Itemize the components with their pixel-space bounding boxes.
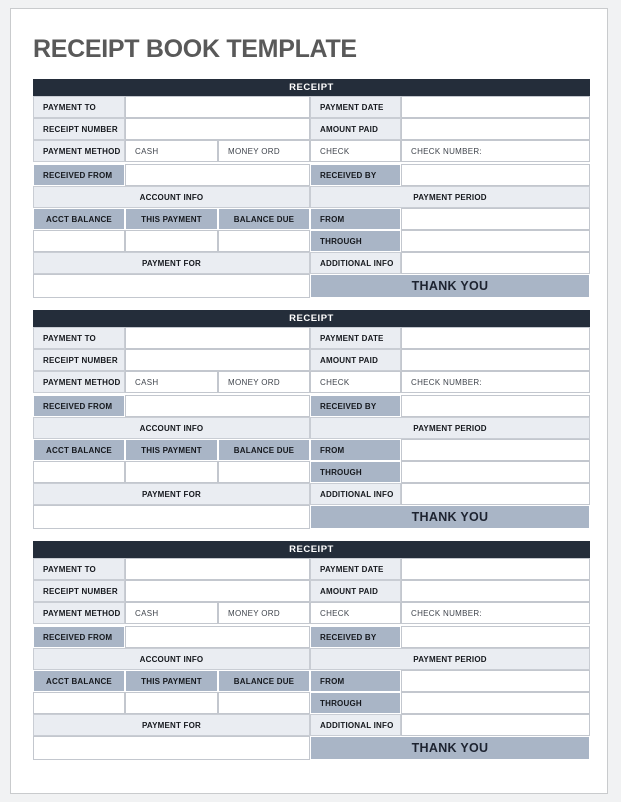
payment-for-header: PAYMENT FOR xyxy=(33,483,310,505)
payment-to-field[interactable] xyxy=(125,327,310,349)
page-title: RECEIPT BOOK TEMPLATE xyxy=(33,35,357,63)
amount-paid-field[interactable] xyxy=(401,118,590,140)
amount-paid-field[interactable] xyxy=(401,349,590,371)
through-field[interactable] xyxy=(401,230,590,252)
money-ord-option[interactable]: MONEY ORD xyxy=(218,371,310,393)
received-by-label: RECEIVED BY xyxy=(310,395,401,417)
acct-balance-field[interactable] xyxy=(33,692,125,714)
payment-method-label: PAYMENT METHOD xyxy=(33,371,125,393)
this-payment-label: THIS PAYMENT xyxy=(125,439,218,461)
received-from-label: RECEIVED FROM xyxy=(33,626,125,648)
payment-date-label: PAYMENT DATE xyxy=(310,558,401,580)
thank-you-cell: THANK YOU xyxy=(310,505,590,529)
this-payment-label: THIS PAYMENT xyxy=(125,208,218,230)
additional-info-field[interactable] xyxy=(401,714,590,736)
account-info-header: ACCOUNT INFO xyxy=(33,417,310,439)
from-label: FROM xyxy=(310,670,401,692)
cash-option[interactable]: CASH xyxy=(125,140,218,162)
through-label: THROUGH xyxy=(310,230,401,252)
check-option[interactable]: CHECK xyxy=(310,602,401,624)
payment-to-label: PAYMENT TO xyxy=(33,96,125,118)
payment-for-field[interactable] xyxy=(33,274,310,298)
document-page xyxy=(10,8,608,794)
additional-info-field[interactable] xyxy=(401,252,590,274)
received-from-field[interactable] xyxy=(125,395,310,417)
balance-due-label: BALANCE DUE xyxy=(218,670,310,692)
receipt-2 xyxy=(33,310,590,529)
payment-for-field[interactable] xyxy=(33,736,310,760)
this-payment-field[interactable] xyxy=(125,461,218,483)
payment-to-label: PAYMENT TO xyxy=(33,327,125,349)
payment-for-header: PAYMENT FOR xyxy=(33,714,310,736)
payment-period-header: PAYMENT PERIOD xyxy=(310,648,590,670)
thank-you-cell: THANK YOU xyxy=(310,274,590,298)
payment-date-field[interactable] xyxy=(401,327,590,349)
received-by-field[interactable] xyxy=(401,395,590,417)
acct-balance-label: ACCT BALANCE xyxy=(33,439,125,461)
balance-due-field[interactable] xyxy=(218,461,310,483)
from-label: FROM xyxy=(310,208,401,230)
received-by-field[interactable] xyxy=(401,164,590,186)
account-info-header: ACCOUNT INFO xyxy=(33,186,310,208)
thank-you-cell: THANK YOU xyxy=(310,736,590,760)
received-by-field[interactable] xyxy=(401,626,590,648)
this-payment-field[interactable] xyxy=(125,692,218,714)
receipt-number-field[interactable] xyxy=(125,349,310,371)
receipt-header: RECEIPT xyxy=(33,310,590,327)
receipt-number-field[interactable] xyxy=(125,118,310,140)
money-ord-option[interactable]: MONEY ORD xyxy=(218,140,310,162)
additional-info-field[interactable] xyxy=(401,483,590,505)
payment-to-label: PAYMENT TO xyxy=(33,558,125,580)
payment-method-label: PAYMENT METHOD xyxy=(33,140,125,162)
payment-date-label: PAYMENT DATE xyxy=(310,327,401,349)
amount-paid-label: AMOUNT PAID xyxy=(310,580,401,602)
receipt-number-field[interactable] xyxy=(125,580,310,602)
money-ord-option[interactable]: MONEY ORD xyxy=(218,602,310,624)
received-from-field[interactable] xyxy=(125,164,310,186)
payment-period-header: PAYMENT PERIOD xyxy=(310,186,590,208)
check-option[interactable]: CHECK xyxy=(310,371,401,393)
from-label: FROM xyxy=(310,439,401,461)
through-field[interactable] xyxy=(401,692,590,714)
additional-info-label: ADDITIONAL INFO xyxy=(310,252,401,274)
balance-due-field[interactable] xyxy=(218,230,310,252)
through-field[interactable] xyxy=(401,461,590,483)
this-payment-label: THIS PAYMENT xyxy=(125,670,218,692)
this-payment-field[interactable] xyxy=(125,230,218,252)
receipts xyxy=(33,79,607,760)
acct-balance-field[interactable] xyxy=(33,230,125,252)
acct-balance-label: ACCT BALANCE xyxy=(33,670,125,692)
from-field[interactable] xyxy=(401,439,590,461)
balance-due-label: BALANCE DUE xyxy=(218,208,310,230)
acct-balance-field[interactable] xyxy=(33,461,125,483)
payment-to-field[interactable] xyxy=(125,96,310,118)
check-number-field[interactable]: CHECK NUMBER: xyxy=(401,140,590,162)
amount-paid-field[interactable] xyxy=(401,580,590,602)
payment-period-header: PAYMENT PERIOD xyxy=(310,417,590,439)
payment-for-header: PAYMENT FOR xyxy=(33,252,310,274)
payment-to-field[interactable] xyxy=(125,558,310,580)
amount-paid-label: AMOUNT PAID xyxy=(310,349,401,371)
receipt-1 xyxy=(33,79,590,298)
check-number-field[interactable]: CHECK NUMBER: xyxy=(401,371,590,393)
receipt-header: RECEIPT xyxy=(33,79,590,96)
received-from-label: RECEIVED FROM xyxy=(33,164,125,186)
balance-due-label: BALANCE DUE xyxy=(218,439,310,461)
received-by-label: RECEIVED BY xyxy=(310,626,401,648)
through-label: THROUGH xyxy=(310,692,401,714)
payment-date-label: PAYMENT DATE xyxy=(310,96,401,118)
additional-info-label: ADDITIONAL INFO xyxy=(310,714,401,736)
through-label: THROUGH xyxy=(310,461,401,483)
from-field[interactable] xyxy=(401,670,590,692)
cash-option[interactable]: CASH xyxy=(125,602,218,624)
cash-option[interactable]: CASH xyxy=(125,371,218,393)
amount-paid-label: AMOUNT PAID xyxy=(310,118,401,140)
payment-method-label: PAYMENT METHOD xyxy=(33,602,125,624)
additional-info-label: ADDITIONAL INFO xyxy=(310,483,401,505)
balance-due-field[interactable] xyxy=(218,692,310,714)
from-field[interactable] xyxy=(401,208,590,230)
check-option[interactable]: CHECK xyxy=(310,140,401,162)
receipt-3 xyxy=(33,541,590,760)
received-by-label: RECEIVED BY xyxy=(310,164,401,186)
receipt-number-label: RECEIPT NUMBER xyxy=(33,118,125,140)
received-from-label: RECEIVED FROM xyxy=(33,395,125,417)
received-from-field[interactable] xyxy=(125,626,310,648)
receipt-number-label: RECEIPT NUMBER xyxy=(33,349,125,371)
acct-balance-label: ACCT BALANCE xyxy=(33,208,125,230)
receipt-header: RECEIPT xyxy=(33,541,590,558)
check-number-field[interactable]: CHECK NUMBER: xyxy=(401,602,590,624)
receipt-number-label: RECEIPT NUMBER xyxy=(33,580,125,602)
payment-date-field[interactable] xyxy=(401,558,590,580)
payment-for-field[interactable] xyxy=(33,505,310,529)
account-info-header: ACCOUNT INFO xyxy=(33,648,310,670)
payment-date-field[interactable] xyxy=(401,96,590,118)
